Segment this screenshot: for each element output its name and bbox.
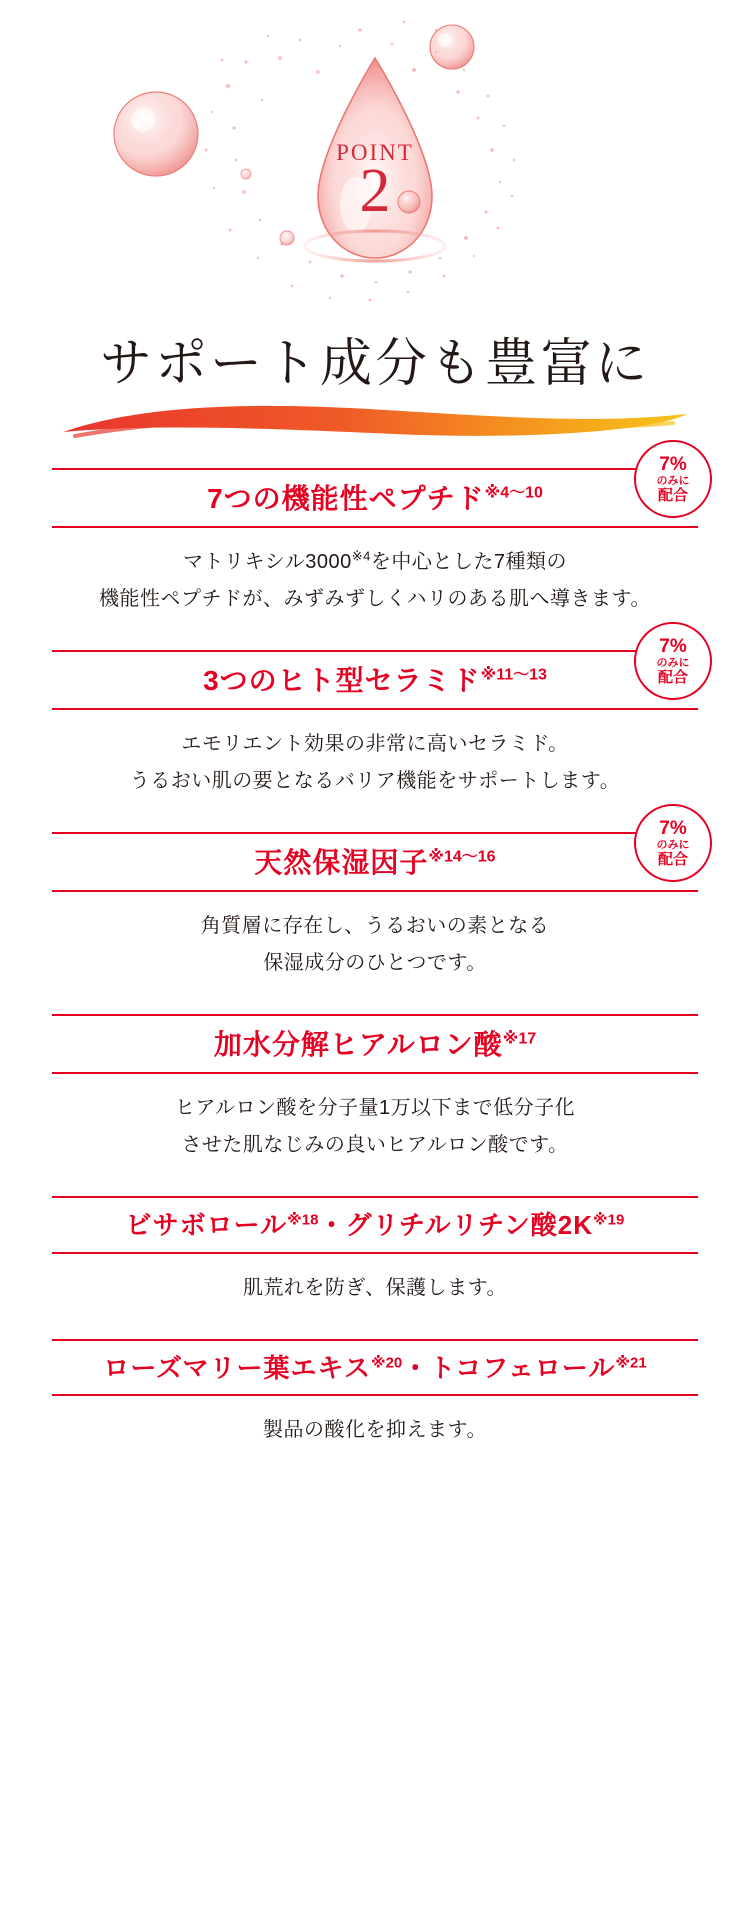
section-title: [52, 1341, 698, 1395]
section-title-footnote: ※21: [615, 1354, 647, 1372]
section-title-footnote: ※4〜10: [484, 485, 543, 503]
section-title-text: 天然保湿因子: [254, 847, 429, 879]
ingredient-section-list: [0, 453, 750, 1455]
section-title-footnote: ※19: [593, 1211, 625, 1229]
badge-percent: 7%: [659, 453, 687, 475]
status-badge: [634, 622, 712, 700]
status-badge: [634, 440, 712, 518]
point-number: 2: [359, 157, 391, 225]
section-title-footnote-inline: ※18: [287, 1211, 319, 1229]
section-title-footnote: ※14〜16: [428, 849, 496, 867]
section-title-text: 3つのヒト型セラミド: [203, 665, 481, 697]
section-body: ヒアルロン酸を分子量1万以下まで低分子化 させた肌なじみの良いヒアルロン酸です。: [174, 1097, 576, 1157]
badge-sub1: のみに: [656, 838, 690, 851]
ingredient-section: [52, 453, 698, 624]
section-body: 角質層に存在し、うるおいの素となる 保湿成分のひとつです。: [200, 915, 550, 975]
section-title-footnote: ※11〜13: [480, 667, 547, 685]
section-title-text: 7つの機能性ペプチド: [207, 483, 485, 515]
section-title: [52, 1198, 698, 1252]
section-title-text: ビサボロール$^{※18}$・グリチルリチン酸2K: [125, 1210, 594, 1241]
ingredient-section: [52, 1196, 698, 1313]
section-body: エモリエント効果の非常に高いセラミド。 うるおい肌の要となるバリア機能をサポートします。: [129, 733, 621, 793]
section-title-footnote: ※17: [502, 1031, 537, 1049]
badge-sub2: 配合: [657, 487, 688, 505]
section-title-text: 加水分解ヒアルロン酸: [213, 1029, 503, 1061]
badge-sub2: 配合: [657, 669, 688, 687]
body-footnote: ※4: [351, 548, 371, 564]
badge-sub1: のみに: [656, 656, 690, 669]
ingredient-section: [52, 1014, 698, 1170]
badge-percent: 7%: [659, 817, 687, 839]
badge-sub2: 配合: [657, 851, 688, 869]
heading-block: [0, 334, 750, 444]
ingredient-section: [52, 817, 698, 988]
section-body: 肌荒れを防ぎ、保護します。: [242, 1276, 508, 1299]
section-title: [52, 470, 698, 526]
section-title-text: ローズマリー葉エキス$^{※20}$・トコフェロール: [103, 1352, 616, 1383]
ingredient-section: [52, 1339, 698, 1456]
water-drop-icon: [0, 0, 750, 330]
section-body: マトリキシル3000$^{※4}$を中心とした7種類の 機能性ペプチドが、みずみずしくハリのある肌へ導きます。: [99, 548, 651, 611]
point-label: POINT: [336, 140, 414, 165]
section-body: 製品の酸化を抑えます。: [263, 1419, 487, 1442]
hero-illustration: [0, 0, 750, 330]
section-title: [52, 652, 698, 708]
brush-stroke-icon: [55, 398, 695, 444]
section-title-footnote-inline: ※20: [370, 1354, 403, 1372]
page-title: サポート成分も豊富に: [99, 336, 650, 393]
ingredient-section: [52, 635, 698, 806]
badge-sub1: のみに: [656, 474, 690, 487]
section-title: [52, 1016, 698, 1072]
status-badge: [634, 804, 712, 882]
badge-percent: 7%: [659, 635, 687, 657]
section-title: [52, 834, 698, 890]
